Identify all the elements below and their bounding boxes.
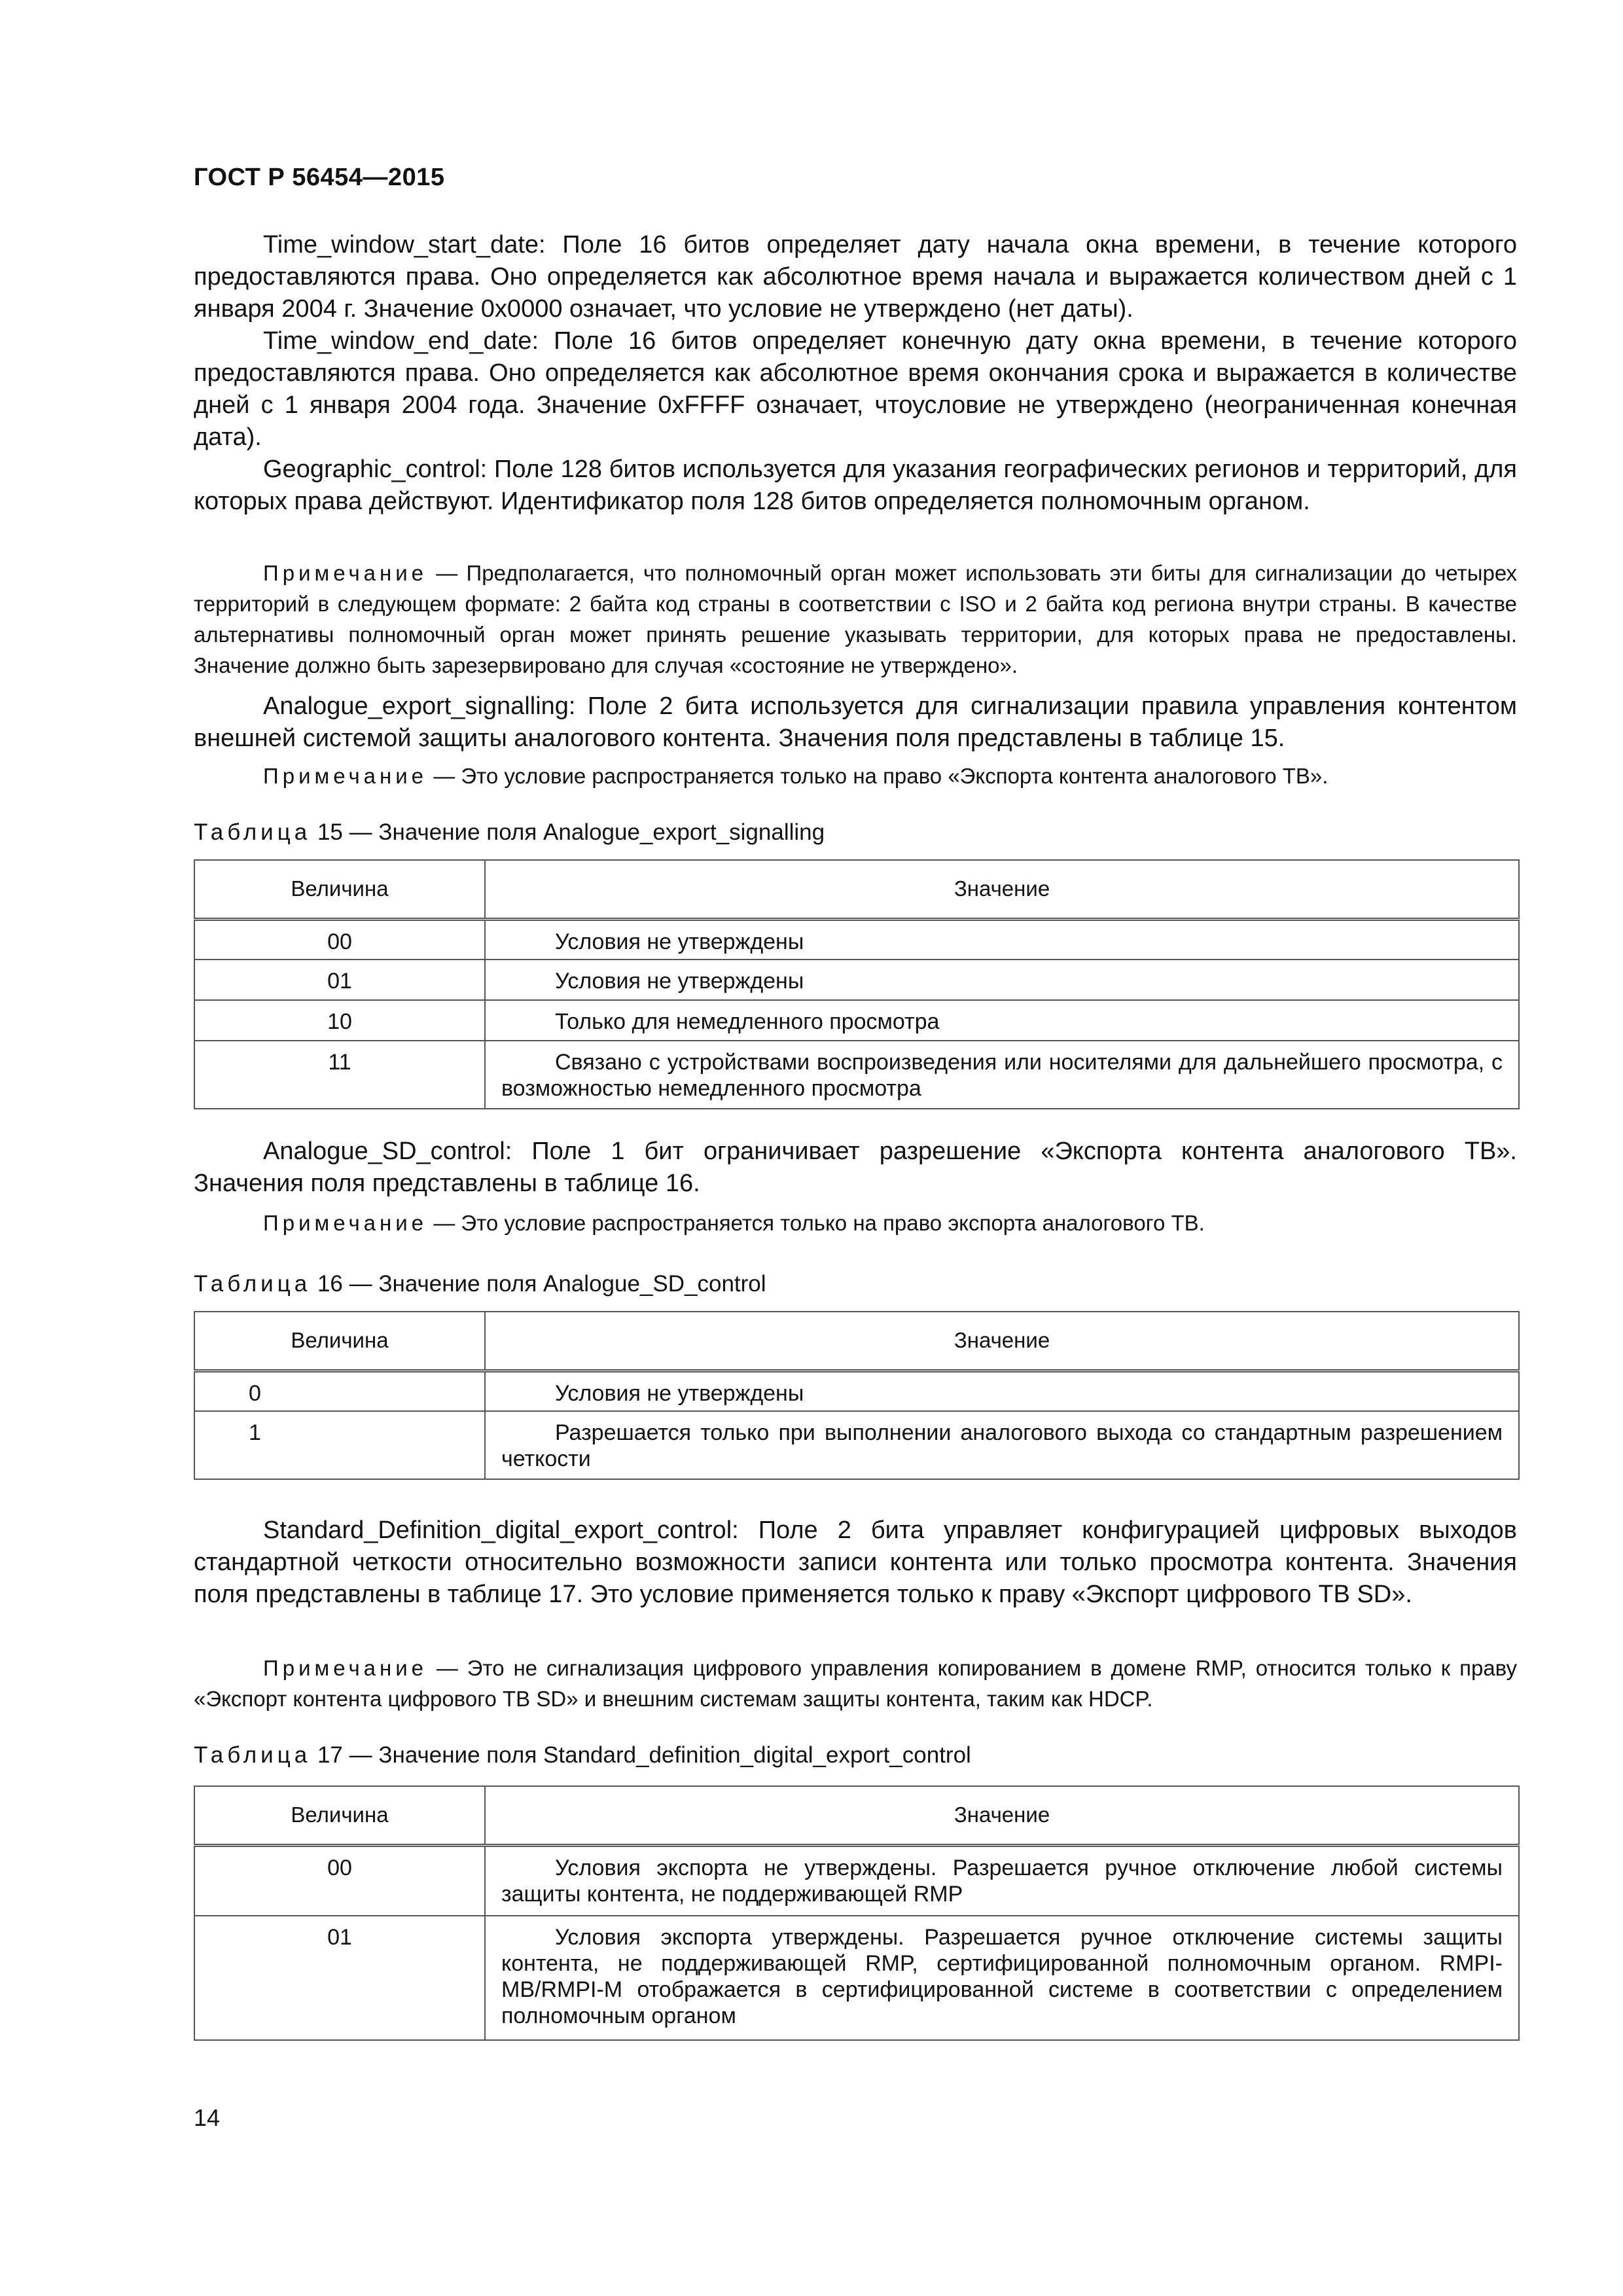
- table-row: [194, 960, 1519, 1000]
- table-cell-meaning: [485, 1916, 1519, 2040]
- note-analogue-export: [194, 761, 1517, 791]
- paragraph-time-window-end: Time_window_end_date: Поле 16 битов определяет конечную дату окна времени, в течение которого предоставляются права. Оно определяется как абсолютное время окончания срока и выражается в количестве дней с 1 января 2004 года. Значение 0xFFFF означает, чтоусловие не утверждено (неограниченная конечная дата).: [194, 327, 1517, 451]
- note-label: Примечание: [263, 1656, 428, 1680]
- table-cell-meaning: [485, 960, 1519, 1000]
- table-row: [194, 1845, 1519, 1916]
- table-16: [194, 1311, 1520, 1480]
- cell-text: Условия не утверждены: [555, 1380, 804, 1406]
- note-text: — Предполагается, что полномочный орган может использовать эти биты для сигнализации до четырех территорий в следующем формате: 2 байта код страны в соответствии с ISO и 2 байта код региона внутри страны. В качестве альтернативы полномочный орган может принять решение указывать территории, для которых права не предоставлены. Значение должно быть зарезервировано для случая «состояние не утверждено».: [194, 561, 1517, 677]
- table-cell-value: 1: [194, 1411, 485, 1479]
- note-label: Примечание: [263, 1211, 428, 1235]
- cell-text: Условия не утверждены: [555, 929, 804, 954]
- cell-text: Только для немедленного просмотра: [555, 1009, 940, 1034]
- text-block-analogue-sd: [194, 1136, 1517, 1200]
- table-17-caption: [194, 1742, 971, 1768]
- column-header-meaning: Значение: [485, 1312, 1519, 1371]
- table-cell-value: 00: [194, 919, 485, 960]
- page-number: 14: [194, 2104, 221, 2131]
- note-geographic: [194, 558, 1517, 681]
- table-row: [194, 1000, 1519, 1041]
- table-word: Таблица: [194, 819, 312, 845]
- column-header-value: Величина: [194, 1786, 485, 1845]
- table-header-row: [194, 1786, 1519, 1845]
- table-word: Таблица: [194, 1271, 312, 1297]
- text-block-analogue-export: [194, 691, 1517, 755]
- table-row: [194, 1371, 1519, 1411]
- table-header-row: [194, 1312, 1519, 1371]
- table-cell-value: 11: [194, 1041, 485, 1109]
- column-header-meaning: Значение: [485, 1786, 1519, 1845]
- paragraph-geographic-control: Geographic_control: Поле 128 битов используется для указания географических регионов и территорий, для которых права действуют. Идентификатор поля 128 битов определяется полномочным органом.: [194, 456, 1517, 515]
- table-15: [194, 859, 1520, 1109]
- table-row: [194, 919, 1519, 960]
- table-cell-meaning: [485, 1000, 1519, 1041]
- table-header-row: [194, 860, 1519, 919]
- table-cell-meaning: [485, 1371, 1519, 1411]
- table-caption-text: 16 — Значение поля Analogue_SD_control: [317, 1271, 766, 1297]
- table-row: [194, 1411, 1519, 1479]
- cell-text: Разрешается только при выполнении аналогового выхода со стандартным разрешением четкости: [501, 1420, 1503, 1471]
- note-label: Примечание: [263, 561, 428, 585]
- table-cell-meaning: [485, 919, 1519, 960]
- column-header-value: Величина: [194, 860, 485, 919]
- table-16-caption: [194, 1271, 766, 1297]
- table-cell-meaning: [485, 1041, 1519, 1109]
- paragraph-standard-definition-digital-export: Standard_Definition_digital_export_control: Поле 2 бита управляет конфигурацией цифровых выходов стандартной четкости относительно возможности записи контента или только просмотра контента. Значения поля представлены в таблице 17. Это условие применяется только к праву «Экспорт цифрового ТВ SD».: [194, 1516, 1517, 1608]
- table-cell-value: 10: [194, 1000, 485, 1041]
- cell-text: Условия не утверждены: [555, 969, 804, 994]
- table-caption-text: 17 — Значение поля Standard_definition_digital_export_control: [317, 1742, 971, 1768]
- cell-text: Условия экспорта не утверждены. Разрешается ручное отключение любой системы защиты контента, не поддерживающей RMP: [501, 1855, 1503, 1907]
- table-cell-value: 0: [194, 1371, 485, 1411]
- column-header-value: Величина: [194, 1312, 485, 1371]
- text-block-fields-1: [194, 229, 1517, 518]
- text-block-sd-digital-export: [194, 1515, 1517, 1611]
- table-caption-text: 15 — Значение поля Analogue_export_signalling: [317, 819, 825, 845]
- table-cell-meaning: [485, 1845, 1519, 1916]
- document-header: ГОСТ Р 56454—2015: [194, 164, 445, 191]
- paragraph-analogue-sd-control: Analogue_SD_control: Поле 1 бит ограничивает разрешение «Экспорта контента аналогового ТВ». Значения поля представлены в таблице 16.: [194, 1138, 1517, 1197]
- table-cell-meaning: [485, 1411, 1519, 1479]
- note-text: — Это условие распространяется только на право экспорта аналогового ТВ.: [433, 1211, 1205, 1235]
- note-text: — Это не сигнализация цифрового управления копированием в домене RMP, относится только к праву «Экспорт контента цифрового ТВ SD» и внешним системам защиты контента, таким как HDCP.: [194, 1656, 1517, 1711]
- paragraph-analogue-export-signalling: Analogue_export_signalling: Поле 2 бита используется для сигнализации правила управления контентом внешней системой защиты аналогового контента. Значения поля представлены в таблице 15.: [194, 692, 1517, 752]
- note-text: — Это условие распространяется только на право «Экспорта контента аналогового ТВ».: [433, 764, 1329, 788]
- table-row: [194, 1916, 1519, 2040]
- table-row: [194, 1041, 1519, 1109]
- paragraph-time-window-start: Time_window_start_date: Поле 16 битов определяет дату начала окна времени, в течение которого предоставляются права. Оно определяется как абсолютное время начала и выражается количеством дней с 1 января 2004 г. Значение 0x0000 означает, что условие не утверждено (нет даты).: [194, 231, 1517, 323]
- note-sd-digital-export: [194, 1653, 1517, 1714]
- table-cell-value: 01: [194, 1916, 485, 2040]
- table-cell-value: 01: [194, 960, 485, 1000]
- table-word: Таблица: [194, 1742, 312, 1768]
- cell-text: Связано с устройствами воспроизведения или носителями для дальнейшего просмотра, с возможностью немедленного просмотра: [501, 1050, 1503, 1101]
- table-cell-value: 00: [194, 1845, 485, 1916]
- table-17: [194, 1785, 1520, 2041]
- note-analogue-sd: [194, 1208, 1517, 1238]
- note-label: Примечание: [263, 764, 428, 788]
- column-header-meaning: Значение: [485, 860, 1519, 919]
- table-15-caption: [194, 819, 825, 846]
- cell-text: Условия экспорта утверждены. Разрешается ручное отключение системы защиты контента, не поддерживающей RMP, сертифицированной полномочным органом. RMPI-MB/RMPI-M отображается в сертифицированной системе в соответствии с определением полномочным органом: [501, 1925, 1503, 2028]
